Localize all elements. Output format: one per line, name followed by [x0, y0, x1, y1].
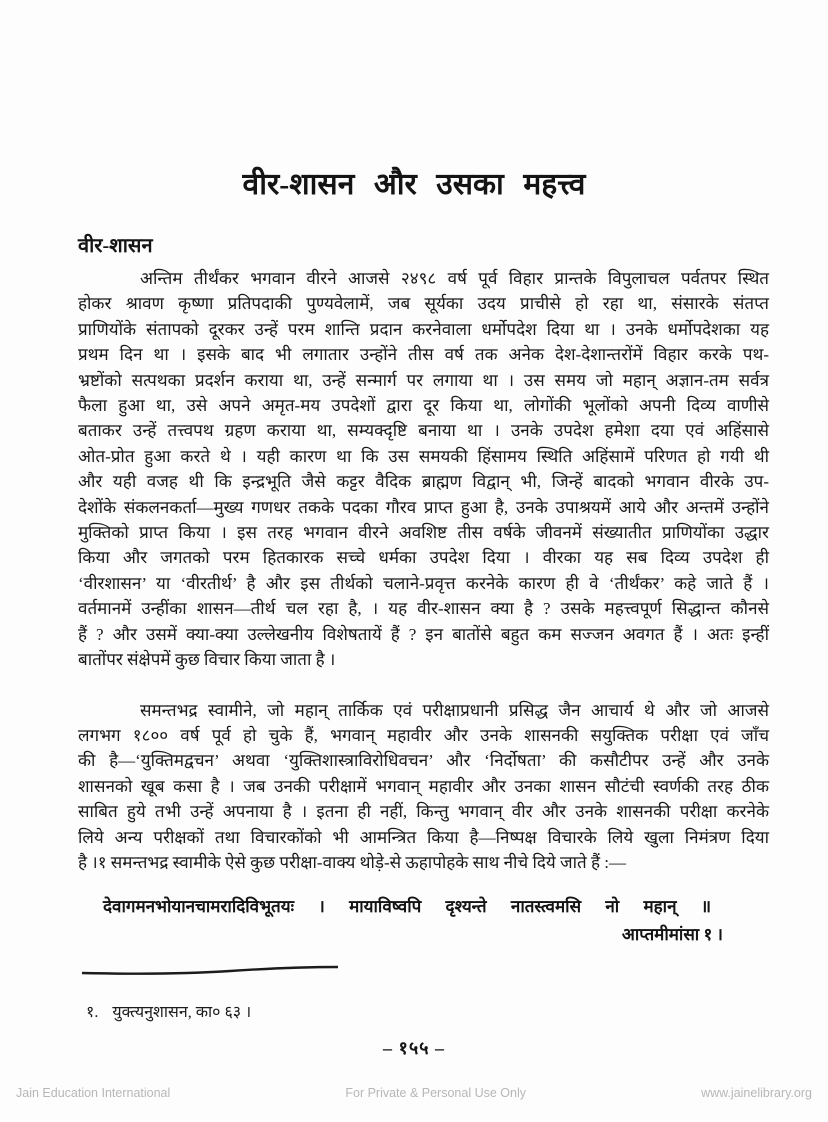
page-title: वीर-शासन और उसका महत्त्व [242, 168, 586, 201]
text-line: मुक्तिको प्राप्त किया । इस तरह भगवान वीरने अवशिष्ट तीस वर्षके जीवनमें संख्यातीत प्राणियोंका उद्धार [78, 523, 769, 543]
footnote-marker: १. [86, 1004, 99, 1021]
text-line: ‘वीरशासन’ या ‘वीरतीर्थ’ है और इस तीर्थको चलाने-प्रवृत्त करनेके कारण ही वे ‘तीर्थंकर’ कहे जाते हैं । [78, 573, 769, 593]
text-line: भ्रष्टोंको सत्पथका प्रदर्शन कराया था, उन्हें सन्मार्ग पर लगाया था । उस समय जो महान् अज्ञान-तम सर्वत्र [78, 370, 769, 390]
hand-drawn-rule-line [80, 963, 342, 977]
text-line: बताकर उन्हें तत्त्वपथ ग्रहण कराया था, सम्यक्दृष्टि बनाया था । उनके उपदेश हमेशा दया एवं अहिंसासे [78, 421, 769, 441]
footer-left-text: Jain Education International [16, 1086, 171, 1100]
text-line: अन्तिम तीर्थंकर भगवान वीरने आजसे २४९८ वर्ष पूर्व विहार प्रान्तके विपुलाचल पर्वतपर स्थित [140, 269, 769, 288]
text-line: समन्तभद्र स्वामीने, जो महान् तार्किक एवं परीक्षाप्रधानी प्रसिद्ध जैन आचार्य थे और जो आजसे [140, 700, 769, 720]
text-line: किया और जगतको परम हितकारक सच्चे धर्मका उपदेश दिया । वीरका यह सब दिव्य उपदेश ही [78, 548, 769, 568]
footnote [86, 1000, 251, 1022]
footer-center-text: For Private & Personal Use Only [345, 1086, 526, 1100]
verse-attribution: आप्तमीमांसा १ । [621, 925, 723, 944]
text-line: होकर श्रावण कृष्णा प्रतिपदाकी पुण्यवेलामें, जब सूर्यका उदय प्राचीसे हो रहा था, संसारके संतप्त [78, 294, 769, 314]
text-line: प्रथम दिन था । इसके बाद भी लगातार उन्होंने तीस वर्ष तक अनेक देश-देशान्तरोंमें विहार करके पथ- [78, 345, 769, 365]
text-line: बातोंपर संक्षेपमें कुछ विचार किया जाता है । [78, 650, 336, 670]
section-heading: वीर-शासन [78, 235, 153, 257]
text-line: की है—‘युक्तिमद्वचन’ अथवा ‘युक्तिशास्त्राविरोधिवचन’ और ‘निर्दोषता’ की कसौटीपर उन्हें और उनके [78, 751, 769, 771]
text-line: फैला हुआ था, उसे अपने अमृत-मय उपदेशों द्वारा दूर किया था, लोगोंकी भूलोंको अपनी दिव्य वाणीसे [78, 396, 769, 416]
text-line: लिये अन्य परीक्षकों तथा विचारकोंको भी आमन्त्रित किया है—निष्पक्ष विचारके लिये खुला निमंत्रण दिया [78, 827, 769, 847]
paragraphs [78, 266, 769, 875]
sanskrit-verse [78, 894, 769, 948]
footer-right-text: www.jainelibrary.org [701, 1086, 812, 1100]
text-line: ओत-प्रोत हुआ करते थे । यही कारण था कि उस समयकी हिंसामय स्थिति अहिंसामें परिणत हो गयी थी [78, 446, 769, 466]
verse-line: देवागमनभोयानचामरादिविभूतयः । मायाविष्वपि दृश्यन्ते नातस्त्वमसि नो महान् ॥ [103, 897, 711, 916]
paragraph [78, 698, 769, 876]
text-line: लगभग १८०० वर्ष पूर्व हो चुके हैं, भगवान् महावीर और उनके शासनकी सयुक्तिक परीक्षा एवं जाँच [78, 725, 769, 745]
paragraph [78, 266, 769, 673]
footnote-text: युक्त्यनुशासन, का० ६३ । [112, 1004, 252, 1021]
text-line: वर्तमानमें उन्हींका शासन—तीर्थ चल रहा है, । यह वीर-शासन क्या है ? उसके महत्त्वपूर्ण सिद्धान्त कौनसे [78, 599, 769, 619]
text-line: हैं ? और उसमें क्या-क्या उल्लेखनीय विशेषतायें हैं ? इन बातोंसे बहुत कम सज्जन अवगत हैं । अतः इन्हीं [78, 624, 769, 644]
text-line: शासनको खूब कसा है । जब उनकी परीक्षामें भगवान् महावीर और उनका शासन सौटंची स्वर्णकी तरह ठीक [78, 776, 769, 796]
text-line: प्राणियोंके संतापको दूरकर उन्हें परम शान्ति प्रदान करनेवाला धर्मोपदेश दिया था । उनके धर्मोपदेशका यह [78, 319, 769, 339]
text-line: साबित हुये तभी उन्हें अपनाया है । इतना ही नहीं, किन्तु भगवान् वीर और उनके शासनकी परीक्षा करनेके [78, 802, 769, 822]
text-line: है ।१ समन्तभद्र स्वामीके ऐसे कुछ परीक्षा-वाक्य थोड़े-से ऊहापोहके साथ नीचे दिये जाते हैं :— [78, 852, 626, 872]
page-number: – १५५ – [382, 1038, 446, 1058]
scan-footer [0, 1086, 828, 1100]
text-line: और यही वजह थी कि इन्द्रभूति जैसे कट्टर वैदिक ब्राह्मण विद्वान् भी, जिन्हें बादको भगवान वीरके उप- [78, 472, 769, 492]
footnote-separator-rule [80, 963, 342, 982]
text-line: देशोंके संकलनकर्ता—मुख्य गणधर तकके पदका गौरव प्राप्त हुआ है, उनके उपाश्रयमें आये और अन्तमें उन्होंने [78, 497, 769, 517]
